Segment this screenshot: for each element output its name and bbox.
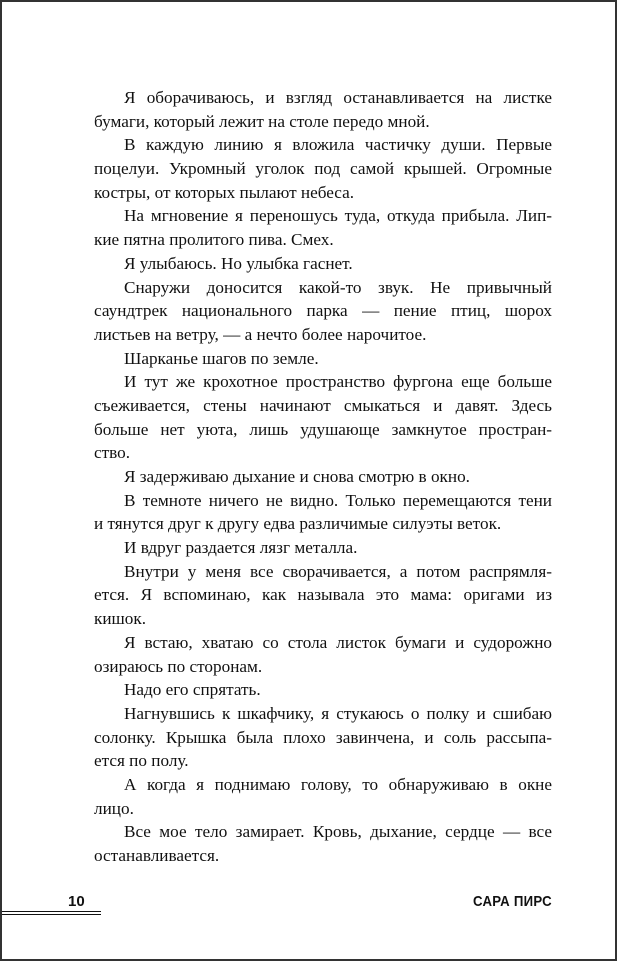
text-line: На мгновение я переношусь туда, откуда прибыла. Лип- (124, 206, 552, 226)
paragraph (94, 536, 552, 560)
text-line: И тут же крохотное пространство фургона еще больше (124, 372, 552, 392)
paragraph (94, 370, 552, 465)
running-footer-author: САРА ПИРС (473, 893, 552, 910)
body-text (94, 86, 552, 868)
text-line: Я встаю, хватаю со стола листок бумаги и судорожно (124, 632, 552, 652)
text-line: Надо его спрятать. (124, 680, 261, 700)
text-line: ется. Я вспоминаю, как называла это мама: оригами из (94, 585, 552, 605)
text-line: В темноте ничего не видно. Только перемещаются тени (124, 490, 552, 510)
paragraph (94, 465, 552, 489)
paragraph (94, 773, 552, 820)
text-line: саундтрек национального парка — пение птиц, шорох (94, 301, 552, 321)
text-line: В каждую линию я вложила частичку души. Первые (124, 135, 552, 155)
text-line: озираюсь по сторонам. (94, 656, 263, 676)
paragraph (94, 86, 552, 133)
text-line: бумаги, который лежит на столе передо мной. (94, 111, 430, 131)
footer-double-rule (2, 911, 101, 915)
paragraph (94, 820, 552, 867)
text-line: Я оборачиваюсь, и взгляд останавливается на листке (124, 88, 552, 107)
text-line: листьев на ветру, — а нечто более нарочитое. (94, 324, 427, 344)
page-number: 10 (68, 893, 85, 910)
text-line: Внутри у меня все сворачивается, а потом распрямля- (124, 561, 552, 581)
text-line: поцелуи. Укромный уголок под самой крышей. Огромные (94, 159, 552, 179)
paragraph (94, 678, 552, 702)
paragraph (94, 347, 552, 371)
paragraph (94, 489, 552, 536)
paragraph (94, 631, 552, 678)
text-line: Шарканье шагов по земле. (124, 348, 319, 368)
paragraph (94, 133, 552, 204)
paragraph (94, 276, 552, 347)
text-line: Я задерживаю дыхание и снова смотрю в окно. (124, 467, 470, 486)
text-line: А когда я поднимаю голову, то обнаруживаю в окне (124, 774, 552, 794)
text-line: костры, от которых пылают небеса. (94, 182, 355, 202)
paragraph (94, 702, 552, 773)
paragraph (94, 252, 552, 276)
text-line: Все мое тело замирает. Кровь, дыхание, сердце — все (124, 822, 552, 842)
text-line: И вдруг раздается лязг металла. (124, 538, 358, 558)
text-line: съеживается, стены начинают смыкаться и давят. Здесь (94, 395, 552, 415)
text-line: Снаружи доносится какой-то звук. Не привычный (124, 277, 552, 297)
paragraph (94, 560, 552, 631)
text-line: солонку. Крышка была плохо завинчена, и соль рассыпа- (94, 727, 552, 747)
paragraph (94, 204, 552, 251)
text-line: останавливается. (94, 846, 220, 865)
text-line: больше нет уюта, лишь удушающе замкнутое простран- (94, 419, 552, 439)
text-line: кишок. (94, 609, 147, 629)
text-line: Нагнувшись к шкафчику, я стукаюсь о полку и сшибаю (124, 703, 552, 723)
text-line: лицо. (94, 798, 134, 818)
text-line: и тянутся друг к другу едва различимые силуэты веток. (94, 514, 502, 534)
text-line: ется по полу. (94, 751, 189, 771)
text-line: Я улыбаюсь. Но улыбка гаснет. (124, 253, 353, 273)
text-line: кие пятна пролитого пива. Смех. (94, 230, 334, 250)
text-line: ство. (94, 443, 131, 463)
